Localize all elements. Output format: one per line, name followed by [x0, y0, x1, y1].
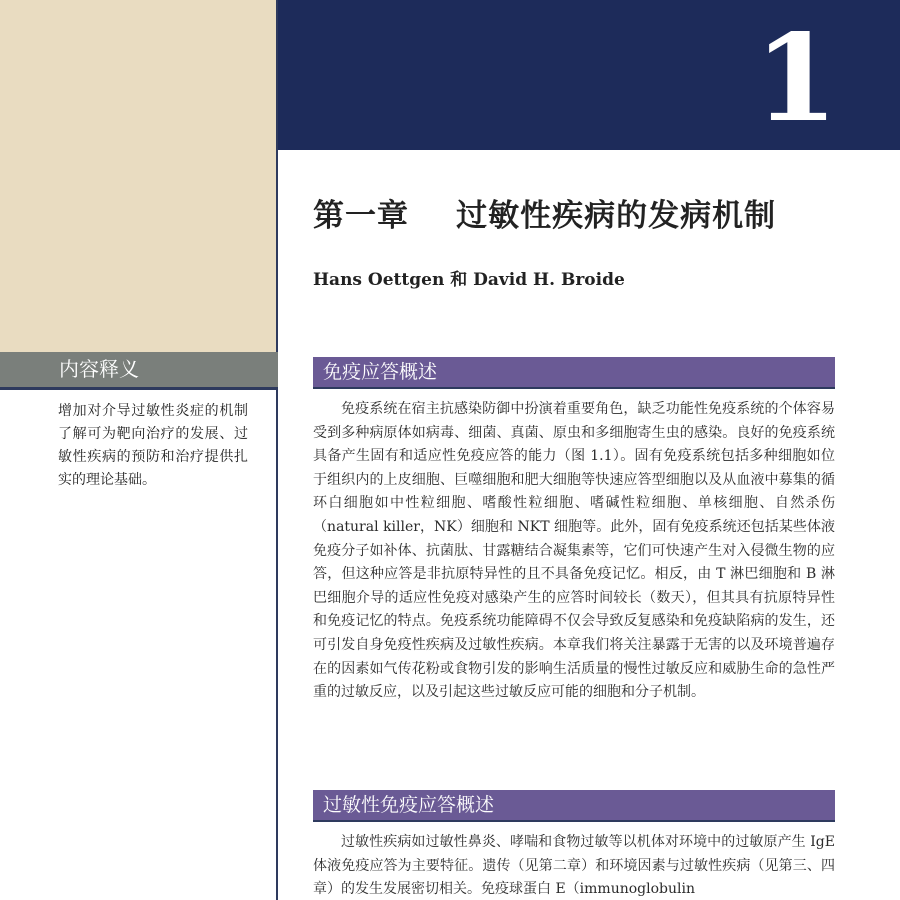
section-paragraph-allergic-overview: 过敏性疾病如过敏性鼻炎、哮喘和食物过敏等以机体对环境中的过敏原产生 IgE 体液免疫应答为主要特征。遗传（见第二章）和环境因素与过敏性疾病（见第三、四章）的发生发展密切相关。免疫球蛋白 E（immunoglobulin: [313, 834, 835, 898]
sidebar-header-rule: [0, 387, 278, 390]
chapter-title: 第一章 过敏性疾病的发病机制: [313, 198, 777, 234]
chapter-number: 1: [754, 8, 838, 149]
section-heading-allergic-overview: 过敏性免疫应答概述: [313, 790, 835, 820]
section-paragraph-immune-overview: 免疫系统在宿主抗感染防御中扮演着重要角色，缺乏功能性免疫系统的个体容易受到多种病原体如病毒、细菌、真菌、原虫和多细胞寄生虫的感染。良好的免疫系统具备产生固有和适应性免疫应答的能力（图 1.1）。固有免疫系统包括多种细胞如位于组织内的上皮细胞、巨噬细胞和肥大细胞等快速应答型细胞以及从血液中募集的循环白细胞如中性粒细胞、嗜酸性粒细胞、嗜碱性粒细胞、单核细胞、自然杀伤（natural killer，NK）细胞和 NKT 细胞等。此外，固有免疫系统还包括某些体液免疫分子如补体、抗菌肽、甘露糖结合凝集素等，它们可快速产生对入侵微生物的应答，但这种应答是非抗原特异性的且不具备免疫记忆。相反，由 T 淋巴细胞和 B 淋巴细胞介导的适应性免疫对感染产生的应答时间较长（数天），但其具有抗原特异性和免疫记忆的特点。免疫系统功能障碍不仅会导致反复感染和免疫缺陷病的发生，还可引发自身免疫性疾病及过敏性疾病。本章我们将关注暴露于无害的以及环境普遍存在的因素如气传花粉或食物引发的影响生活质量的慢性过敏反应和威胁生命的急性严重的过敏反应，以及引起这些过敏反应可能的细胞和分子机制。: [313, 401, 835, 701]
sidebar-header: 内容释义: [0, 352, 278, 387]
section-rule: [313, 387, 835, 389]
sidebar-summary-text: 增加对介导过敏性炎症的机制了解可为靶向治疗的发展、过敏性疾病的预防和治疗提供扎实的理论基础。: [58, 403, 248, 488]
sidebar-tan-panel: [0, 0, 278, 352]
chapter-banner: [278, 0, 900, 150]
chapter-authors: Hans Oettgen 和 David H. Broide: [313, 270, 625, 290]
section-heading-immune-overview: 免疫应答概述: [313, 357, 835, 387]
section-rule: [313, 820, 835, 822]
